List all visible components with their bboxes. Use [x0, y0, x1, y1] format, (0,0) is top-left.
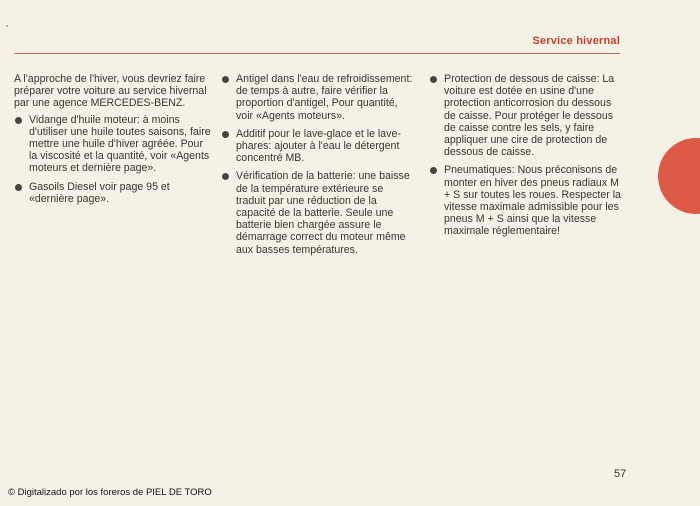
- page-number: 57: [614, 468, 627, 480]
- bullet-dot-icon: [15, 184, 22, 191]
- bullet-text: Pneumatiques: Nous préconisons de monter en hiver des pneus radiaux M + S sur toutes les roues. Respecter la vitesse maximale admissible pour les pneus M + S ainsi que la vitesse maximale réglementaire!: [444, 164, 621, 238]
- column-2: [221, 73, 414, 262]
- bullet-text: Additif pour le lave-glace et le lave-phares: ajouter à l'eau le détergent concentré MB.: [236, 127, 401, 165]
- bullet-text: Vidange d'huile moteur: à moins d'utiliser une huile toutes saisons, faire mettre une huile d'hiver agréée. Pour la viscosité et la quantité, voir «Agents moteurs et dernière page».: [29, 113, 211, 175]
- column-1: [14, 73, 214, 211]
- bullet-dot-icon: [222, 173, 229, 180]
- bullet-oil-change: [14, 114, 214, 175]
- bullet-dot-icon: [430, 76, 437, 83]
- section-tab-marker: [658, 138, 700, 214]
- header-rule: [14, 53, 620, 54]
- bullet-dot-icon: [430, 167, 437, 174]
- paper-speck: [6, 25, 8, 27]
- bullet-tyres: [429, 164, 624, 237]
- bullet-washer-additive: [221, 128, 414, 165]
- bullet-dot-icon: [15, 117, 22, 124]
- scan-credit: © Digitalizado por los foreros de PIEL DE TORO: [8, 487, 212, 498]
- bullet-dot-icon: [222, 131, 229, 138]
- bullet-text: Antigel dans l'eau de refroidissement: de temps à autre, faire vérifier la proportion d'antigel, Pour quantité, voir «Agents moteurs».: [236, 73, 413, 122]
- bullet-text: Gasoils Diesel voir page 95 et «dernière page».: [29, 180, 170, 205]
- bullet-dot-icon: [222, 76, 229, 83]
- column-3: [429, 73, 624, 244]
- bullet-text: Protection de dessous de caisse: La voiture est dotée en usine d'une protection anticorrosion du dessous de caisse. Pour protéger le dessous de caisse contre les sels, y faire appliquer une cire de protection de dessous de caisse.: [444, 73, 615, 159]
- bullet-text: Vérification de la batterie: une baisse de la température extérieure se traduit par une réduction de la capacité de la batterie. Seule une batterie bien chargée assure le démarrage correct du moteur même aux basses températures.: [236, 170, 410, 256]
- bullet-antifreeze: [221, 73, 414, 122]
- intro-paragraph: A l'approche de l'hiver, vous devriez faire préparer votre voiture au service hivernal par une agence MERCEDES-BENZ.: [14, 73, 207, 110]
- bullet-diesel-fuel: [14, 181, 214, 205]
- bullet-underbody-protection: [429, 73, 624, 158]
- bullet-battery-check: [221, 170, 414, 255]
- section-title: Service hivernal: [532, 35, 620, 47]
